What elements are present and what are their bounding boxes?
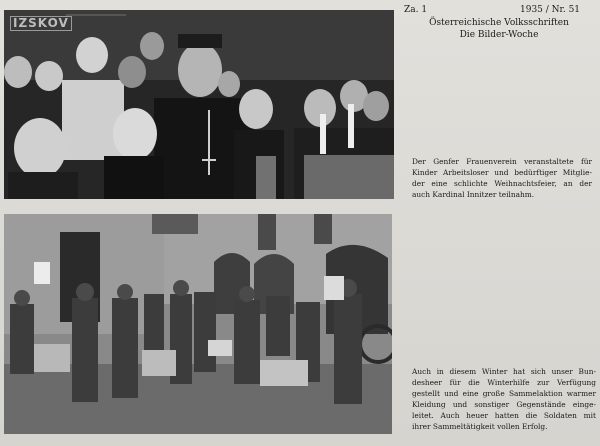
- christmas-photo-illustration: [4, 10, 394, 199]
- caption-line: Kleidung und sonstiger Gegenstände einge-: [412, 400, 596, 409]
- caption-line: leitet. Auch heuer hatten die Soldaten mit: [412, 411, 596, 420]
- photo-soldiers-collection: [4, 214, 392, 434]
- caption-christmas: [412, 156, 592, 200]
- caption-soldiers: [412, 366, 596, 432]
- caption-line: der eine schlichte Weihnachtsfeier, an der: [412, 179, 592, 188]
- caption-line: gestellt und eine große Sammelaktion warmer: [412, 389, 596, 398]
- caption-line: Auch in diesem Winter hat sich unser Bun-: [412, 367, 596, 376]
- caption-line: ihrer Sammeltätigkeit vollen Erfolg.: [412, 422, 548, 431]
- caption-line: Kinder Arbeitsloser und bedürftiger Mitglie-: [412, 168, 592, 177]
- publication-title-line-1: Österreichische Volksschriften: [429, 18, 569, 28]
- photo-christmas-celebration: [4, 10, 394, 199]
- soldiers-photo-illustration: [4, 214, 392, 434]
- caption-line: Der Genfer Frauenverein veranstaltete für: [412, 157, 592, 166]
- publication-title-line-2: Die Bilder-Woche: [459, 30, 539, 40]
- issue-number: 1935 / Nr. 51: [520, 5, 581, 15]
- watermark-logo: IZSKOV: [10, 16, 72, 31]
- issue-label: Za. 1: [404, 5, 428, 15]
- publication-title: [404, 17, 594, 41]
- caption-line: desheer für die Winterhilfe zur Verfügung: [412, 378, 596, 387]
- caption-line: auch Kardinal Innitzer teilnahm.: [412, 190, 535, 199]
